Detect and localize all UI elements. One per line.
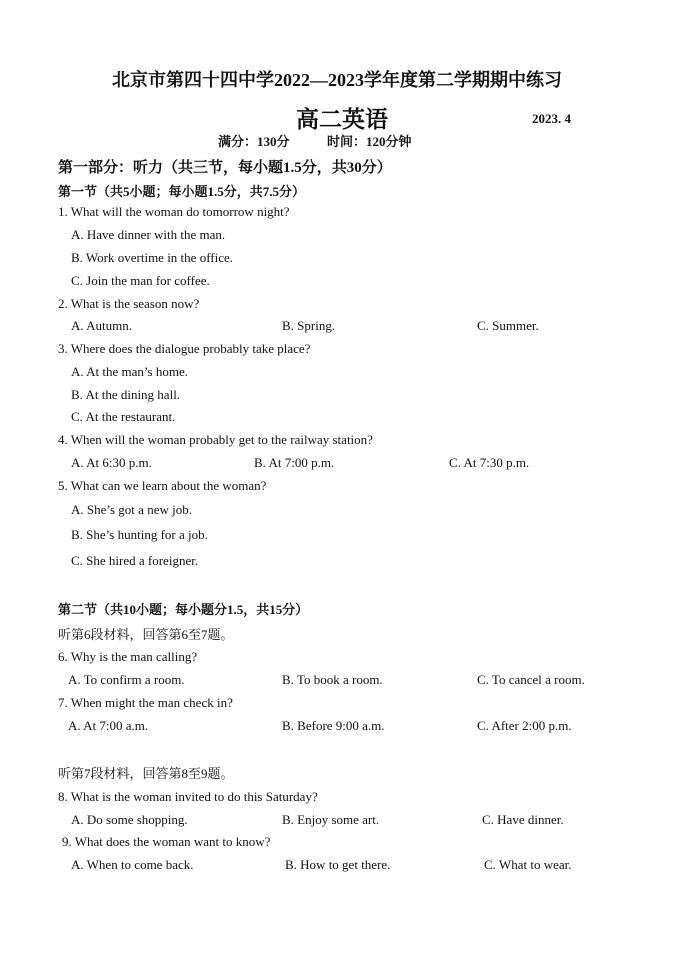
q1-option-c: C. Join the man for coffee.	[71, 273, 210, 288]
q2-option-b: B. Spring.	[282, 318, 336, 333]
q6-option-c: C. To cancel a room.	[477, 672, 585, 687]
q7-option-a: A. At 7:00 a.m.	[68, 718, 149, 733]
q8-option-b: B. Enjoy some art.	[282, 812, 380, 827]
q3-option-c: C. At the restaurant.	[71, 409, 176, 424]
q6-option-b: B. To book a room.	[282, 672, 383, 687]
q9-option-b: B. How to get there.	[285, 857, 391, 872]
q6-option-a: A. To confirm a room.	[68, 672, 185, 687]
question-9: 9. What does the woman want to know?	[62, 834, 271, 849]
question-6: 6. Why is the man calling?	[58, 649, 198, 664]
instruction-material-7: 听第7段材料，回答第8至9题。	[58, 766, 234, 781]
full-score: 满分：130分	[218, 134, 290, 149]
exam-date: 2023. 4	[532, 111, 571, 126]
q4-option-c: C. At 7:30 p.m.	[449, 455, 530, 470]
q3-option-b: B. At the dining hall.	[71, 387, 181, 402]
question-5: 5. What can we learn about the woman?	[58, 478, 267, 493]
section1-heading: 第一节（共5小题；每小题1.5分，共7.5分）	[58, 184, 306, 199]
question-4: 4. When will the woman probably get to the railway station?	[58, 432, 373, 447]
q7-option-c: C. After 2:00 p.m.	[477, 718, 572, 733]
q1-option-a: A. Have dinner with the man.	[71, 227, 226, 242]
q1-option-b: B. Work overtime in the office.	[71, 250, 234, 265]
question-3: 3. Where does the dialogue probably take place?	[58, 341, 311, 356]
q7-option-b: B. Before 9:00 a.m.	[282, 718, 385, 733]
exam-title: 北京市第四十四中学2022—2023学年度第二学期期中练习	[112, 70, 562, 90]
subject-title: 高二英语	[296, 107, 388, 132]
q8-option-c: C. Have dinner.	[482, 812, 564, 827]
section2-heading: 第二节（共10小题；每小题分1.5，共15分）	[58, 602, 309, 617]
question-2: 2. What is the season now?	[58, 296, 200, 311]
q5-option-b: B. She’s hunting for a job.	[71, 527, 208, 542]
question-8: 8. What is the woman invited to do this Saturday?	[58, 789, 318, 804]
q9-option-a: A. When to come back.	[71, 857, 194, 872]
q9-option-c: C. What to wear.	[484, 857, 572, 872]
time-limit: 时间：120分钟	[327, 134, 412, 149]
q5-option-a: A. She’s got a new job.	[71, 502, 192, 517]
q2-option-c: C. Summer.	[477, 318, 539, 333]
q3-option-a: A. At the man’s home.	[71, 364, 188, 379]
q8-option-a: A. Do some shopping.	[71, 812, 188, 827]
question-7: 7. When might the man check in?	[58, 695, 233, 710]
part1-heading: 第一部分：听力（共三节，每小题1.5分，共30分）	[58, 160, 392, 176]
question-1: 1. What will the woman do tomorrow night?	[58, 204, 290, 219]
q4-option-a: A. At 6:30 p.m.	[71, 455, 152, 470]
q4-option-b: B. At 7:00 p.m.	[254, 455, 335, 470]
instruction-material-6: 听第6段材料，回答第6至7题。	[58, 627, 234, 642]
q5-option-c: C. She hired a foreigner.	[71, 553, 199, 568]
q2-option-a: A. Autumn.	[71, 318, 133, 333]
